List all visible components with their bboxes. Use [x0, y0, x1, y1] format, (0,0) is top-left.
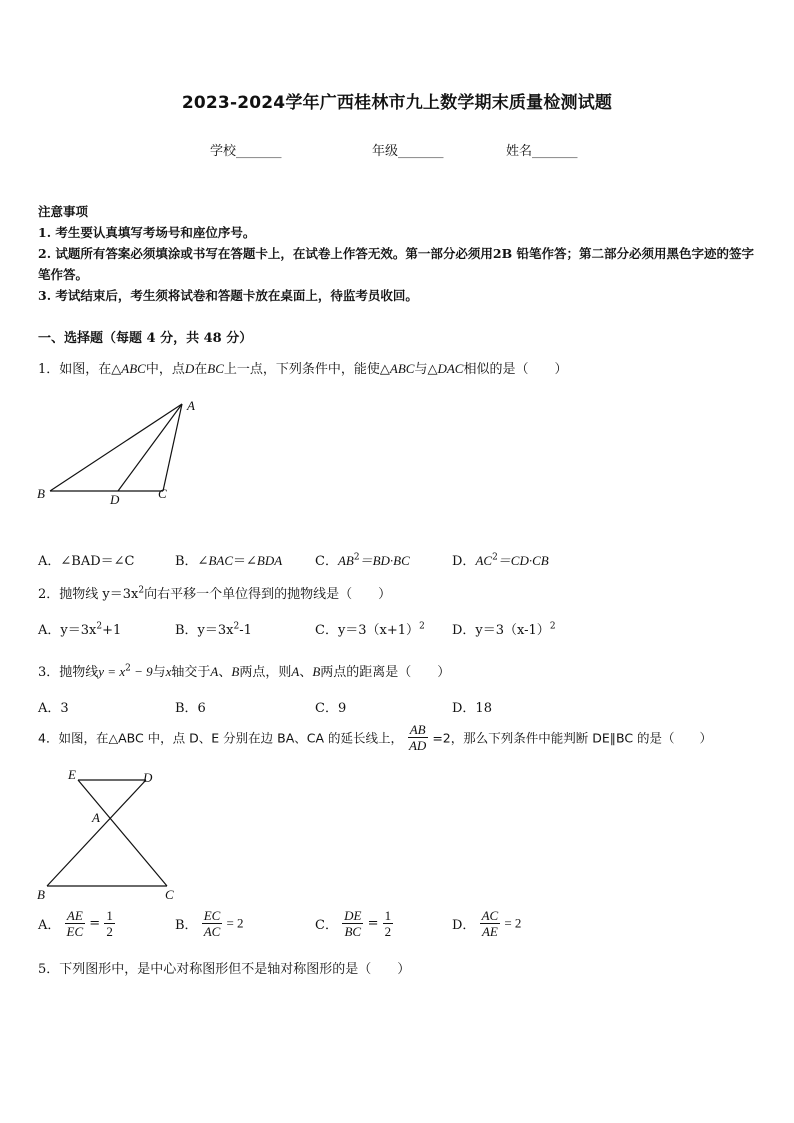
grade-field: 年级_______ [372, 144, 444, 159]
q4-option-b: B． $\frac{EC}{AC}$ = 2 [175, 908, 244, 939]
label-c: C [165, 887, 174, 902]
q3-option-b: B．6 [175, 701, 206, 716]
side-ab [50, 404, 182, 491]
segment-db [47, 780, 146, 886]
q3-option-a: A．3 [38, 701, 69, 716]
label-b: B [37, 887, 45, 902]
note-item: 3. 考试结束后，考生须将试卷和答题卡放在桌面上，待监考员收回。 [38, 288, 418, 303]
q2-option-d: D．$y=3(x-1)^2$ [452, 621, 556, 638]
q4-ratio-fraction: $\frac{AB}{AD}$ [408, 722, 427, 753]
label-d: D [110, 492, 120, 507]
q1-triangle-figure [30, 392, 210, 510]
section-heading: 一、选择题（每题 4 分，共 48 分） [38, 331, 253, 346]
segment-ec [78, 780, 167, 886]
q1-option-c: C．$AB^2=BD\cdot BC$ [315, 552, 410, 569]
q3-option-c: C．9 [315, 701, 347, 716]
q4-option-d: D． $\frac{AC}{AE}$ = 2 [452, 908, 522, 939]
label-a: A [187, 398, 195, 413]
q2-option-a: A．$y=3x^2+1$ [38, 621, 122, 638]
q1-option-d: D．$AC^2=CD\cdot CB$ [452, 552, 549, 569]
label-b: B [37, 486, 45, 501]
q4-option-c: C． $\frac{DE}{BC}$ = $\frac{1}{2}$ [315, 908, 392, 939]
q1-option-a: A．∠BAD＝∠C [38, 554, 135, 569]
question-5-stem: 5．下列图形中，是中心对称图形但不是轴对称图形的是（ ） [38, 962, 411, 977]
q4-option-a: A． $\frac{AE}{EC}$ = $\frac{1}{2}$ [38, 908, 113, 939]
school-field: 学校_______ [210, 144, 282, 159]
question-3-stem: 3．抛物线$y = x^2 - 9$与x轴交于A、B两点，则A、B两点的距离是（ ） [38, 663, 451, 680]
q4-hourglass-figure [30, 765, 190, 903]
label-d: D [143, 770, 153, 785]
notes-block [38, 201, 760, 306]
label-a: A [92, 810, 100, 825]
question-1-stem: 1．如图，在△ABC中，点D在BC上一点，下列条件中，能使△ABC与△DAC相似的是（ ） [38, 361, 568, 377]
q2-option-c: C．$y=3(x+1)^2$ [315, 621, 425, 638]
q3-option-d: D．18 [452, 701, 492, 716]
notes-heading: 注意事项 [38, 204, 89, 219]
label-e: E [68, 767, 76, 782]
label-c: C [158, 486, 167, 501]
question-2-stem: 2．抛物线 $y=3x^2$向右平移一个单位得到的抛物线是（ ） [38, 585, 392, 602]
q2-option-b: B．$y=3x^2-1$ [175, 621, 252, 638]
note-item: 2. 试题所有答案必须填涂或书写在答题卡上，在试卷上作答无效。第一部分必须用2B 铅笔作答；第二部分必须用黑色字迹的签字笔作答。 [38, 246, 755, 282]
page-title: 2023-2024学年广西桂林市九上数学期末质量检测试题 [181, 93, 613, 113]
note-item: 1. 考生要认真填写考场号和座位序号。 [38, 225, 256, 240]
question-4-stem: 4．如图，在△ABC 中，点 D、E 分别在边 BA、CA 的延长线上， $\frac{AB}{AD}$ =2，那么下列条件中能判断 DE∥BC 的是（ ） [38, 722, 713, 753]
q1-option-b: B．∠BAC＝∠BDA [175, 553, 283, 569]
name-field: 姓名_______ [506, 144, 578, 159]
